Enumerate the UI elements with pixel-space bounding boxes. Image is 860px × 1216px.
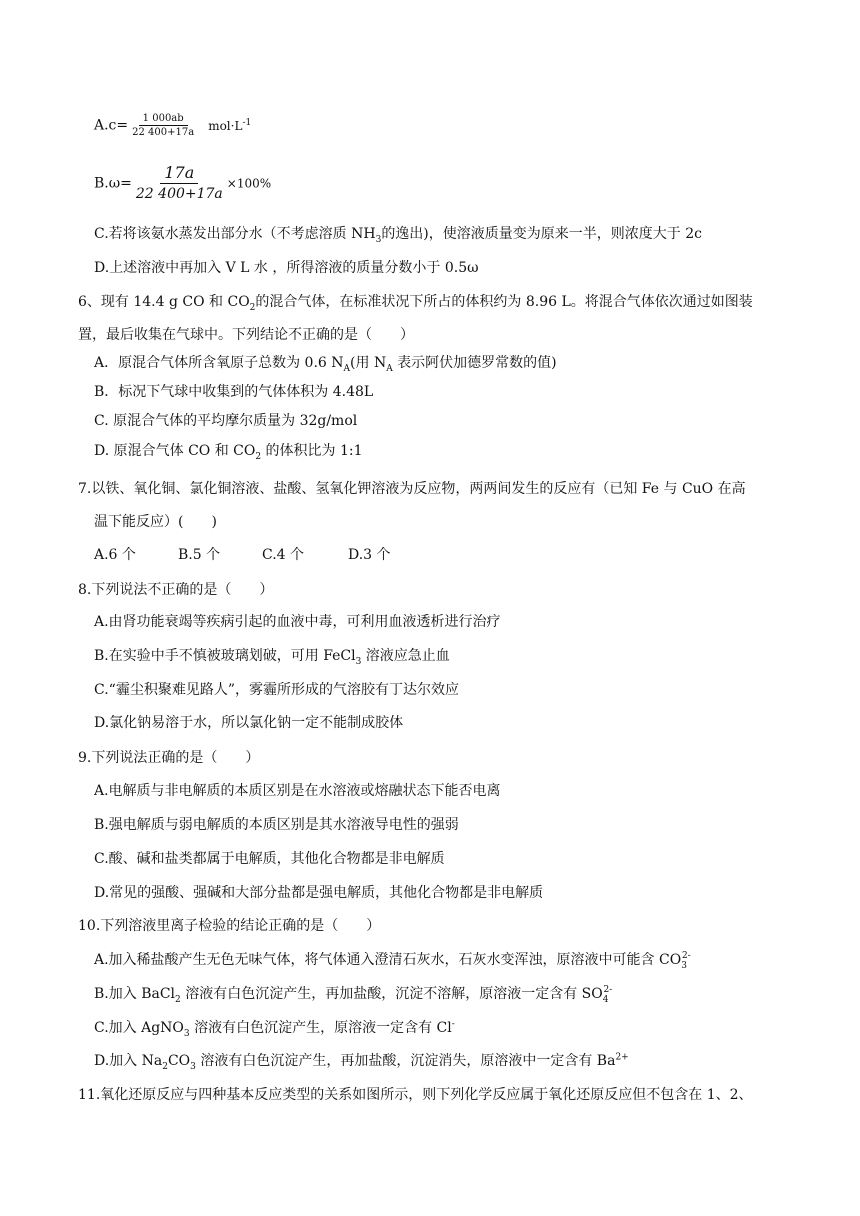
q8-b-sub: 3 xyxy=(355,656,362,667)
q7-stem-line-1: 7.以铁、氧化铜、氯化铜溶液、盐酸、氢氧化钾溶液为反应物，两两间发生的反应有（已知 Fe 与 CuO 在高 xyxy=(78,481,746,497)
q10-d-text-3: 溶液有白色沉淀产生，再加盐酸，沉淀消失，原溶液中一定含有 Ba xyxy=(195,1053,616,1069)
q10-b-sup: 2- xyxy=(603,985,613,996)
q8-option-d: D.氯化钠易溶于水，所以氯化钠一定不能制成胶体 xyxy=(94,715,404,731)
q5-option-a xyxy=(94,112,251,152)
q5-option-c xyxy=(94,224,702,244)
q9-stem: 9.下列说法正确的是（ ） xyxy=(78,750,260,766)
q10-b-text-2: 溶液有白色沉淀产生，再加盐酸，沉淀不溶解，原溶液一定含有 SO xyxy=(180,986,603,1002)
q6-a-sub-1: A xyxy=(343,363,351,374)
q11-stem-line-1: 11.氧化还原反应与四种基本反应类型的关系如图所示，则下列化学反应属于氧化还原反应但不包含在 1、2、 xyxy=(78,1087,753,1103)
q5-b-numerator: 17a xyxy=(160,162,198,184)
q10-c-text-1: C.加入 AgNO xyxy=(94,1020,184,1036)
q7-option-c: C.4 个 xyxy=(262,547,305,563)
q10-d-text-1: D.加入 Na xyxy=(94,1053,163,1069)
q8-b-text-1: B.在实验中手不慎被玻璃划破，可用 FeCl xyxy=(94,648,356,664)
q5-a-unit xyxy=(208,119,251,133)
q8-option-c: C.“霾尘积聚难见路人”，雾霾所形成的气溶胶有丁达尔效应 xyxy=(94,682,459,698)
q5-a-unit-sup: -1 xyxy=(242,117,252,128)
q8-stem: 8.下列说法不正确的是（ ） xyxy=(78,582,274,598)
q6-option-b: B．标况下气球中收集到的气体体积为 4.48L xyxy=(94,384,374,400)
q6-option-d xyxy=(94,441,363,461)
q10-option-b xyxy=(94,984,612,1004)
q6-d-text-1: D. 原混合气体 CO 和 CO xyxy=(94,443,256,459)
q5-a-prefix: A.c= xyxy=(94,117,129,134)
q10-c-sup: - xyxy=(451,1019,455,1030)
q9-option-c: C.酸、碱和盐类都属于电解质，其他化合物都是非电解质 xyxy=(94,851,445,867)
q6-option-a xyxy=(94,353,557,373)
q10-b-text-1: B.加入 BaCl xyxy=(94,986,176,1002)
q6-d-text-2: 的体积比为 1:1 xyxy=(261,443,363,459)
q7-option-a: A.6 个 xyxy=(94,547,136,563)
q10-c-text-2: 溶液有白色沉淀产生，原溶液一定含有 Cl xyxy=(189,1020,452,1036)
q7-stem-line-2: 温下能反应）( ) xyxy=(94,514,217,530)
q7-option-b: B.5 个 xyxy=(178,547,221,563)
q5-c-text-2: 的逸出)，使溶液质量变为原来一半，则浓度大于 2c xyxy=(381,226,702,242)
q5-b-suffix: ×100% xyxy=(226,176,272,191)
q10-a-text: A.加入稀盐酸产生无色无味气体，将气体通入澄清石灰水，石灰水变浑浊，原溶液中可能含 CO xyxy=(94,952,682,968)
q5-b-denominator: 22 400+17a xyxy=(135,186,223,202)
q5-a-numerator: 1 000ab xyxy=(139,112,188,126)
q10-b-sub-2: 4 xyxy=(602,994,609,1005)
q5-c-sub: 3 xyxy=(375,234,382,245)
q10-stem: 10.下列溶液里离子检验的结论正确的是（ ） xyxy=(78,918,381,934)
q8-option-a: A.由肾功能衰竭等疾病引起的血液中毒，可利用血液透析进行治疗 xyxy=(94,614,501,630)
q5-a-unit-text: mol·L xyxy=(208,118,243,133)
q6-stem-line-1 xyxy=(78,292,753,312)
q5-b-prefix: B.ω= xyxy=(94,175,132,192)
q6-l1-text-1: 6、现有 14.4 g CO 和 CO xyxy=(78,294,250,310)
q10-d-sup: 2+ xyxy=(615,1052,629,1063)
q8-b-text-2: 溶液应急止血 xyxy=(361,648,450,664)
q10-option-d xyxy=(94,1051,629,1071)
q10-option-a xyxy=(94,950,691,970)
q6-a-text-3: 表示阿伏加德罗常数的值) xyxy=(392,355,557,371)
q9-option-a: A.电解质与非电解质的本质区别是在水溶液或熔融状态下能否电离 xyxy=(94,783,501,799)
q5-b-fraction xyxy=(132,162,227,205)
q9-option-b: B.强电解质与弱电解质的本质区别是其水溶液导电性的强弱 xyxy=(94,817,459,833)
q10-b-sub-1: 2 xyxy=(175,994,181,1005)
q6-l1-text-2: 的混合气体，在标准状况下所占的体积约为 8.96 L。将混合气体依次通过如图装 xyxy=(255,294,753,310)
q5-option-d: D.上述溶液中再加入 V L 水 ，所得溶液的质量分数小于 0.5ω xyxy=(94,260,479,276)
q10-a-sub: 3 xyxy=(681,960,687,971)
q5-option-b xyxy=(94,162,271,210)
q7-option-d: D.3 个 xyxy=(348,547,391,563)
q9-option-d: D.常见的强酸、强碱和大部分盐都是强电解质，其他化合物都是非电解质 xyxy=(94,885,544,901)
q10-d-sub-2: 3 xyxy=(190,1061,196,1072)
q6-stem-line-2: 置，最后收集在气球中。下列结论不正确的是（ ） xyxy=(78,327,414,343)
q8-option-b xyxy=(94,646,450,666)
q6-d-sub: 2 xyxy=(255,451,262,462)
q6-l1-sub: 2 xyxy=(249,302,256,313)
q10-d-text-2: CO xyxy=(167,1053,191,1069)
q6-a-sub-2: A xyxy=(386,363,393,374)
q10-option-c xyxy=(94,1018,455,1038)
q6-a-text-1: A．原混合气体所含氧原子总数为 0.6 N xyxy=(94,355,344,371)
q6-option-c: C. 原混合气体的平均摩尔质量为 32g/mol xyxy=(94,413,358,429)
q6-a-text-2: (用 N xyxy=(350,355,387,371)
q10-d-sub-1: 2 xyxy=(162,1061,168,1072)
q10-a-sup: 2- xyxy=(681,951,691,962)
q5-a-fraction xyxy=(128,112,198,139)
q10-c-sub: 3 xyxy=(183,1028,190,1039)
q5-a-denominator: 22 400+17a xyxy=(132,127,195,138)
q5-c-text-1: C.若将该氨水蒸发出部分水（不考虑溶质 NH xyxy=(94,226,376,242)
